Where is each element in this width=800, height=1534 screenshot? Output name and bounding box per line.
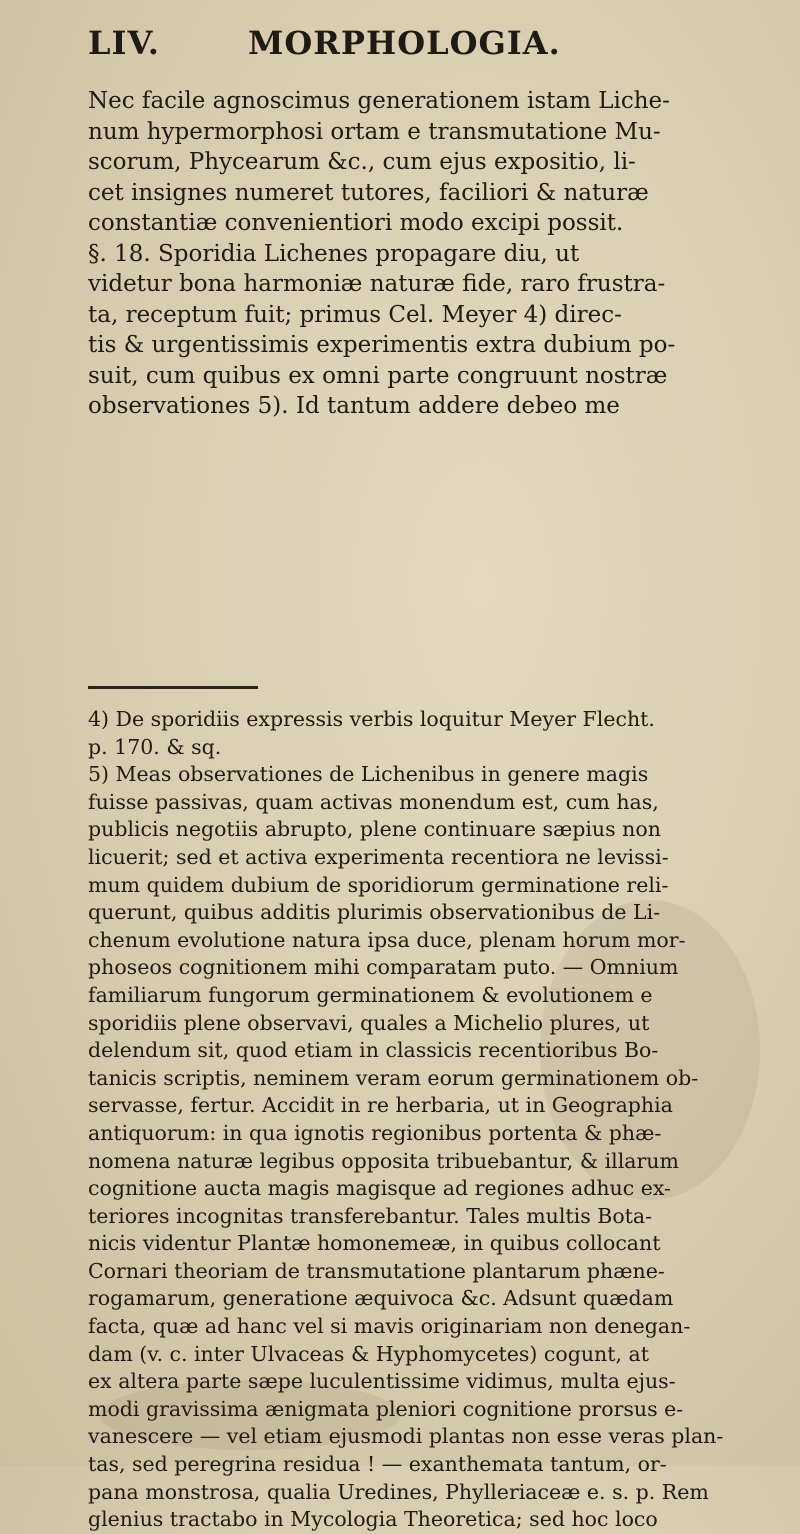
footnote-line: vanescere — vel etiam ejusmodi plantas non esse veras plan- [88,1424,724,1449]
footnote-line: nomena naturæ legibus opposita tribuebantur, & illarum [88,1148,679,1173]
footnote-line: modi gravissima ænigmata pleniori cognitione prorsus e- [88,1396,684,1421]
footnotes [88,706,778,1534]
running-title: MORPHOLOGIA. [248,24,561,62]
page-number: LIV. [88,24,160,62]
text-line: num hypermorphosi ortam e transmutatione Mu- [88,118,661,145]
text-line: tis & urgentissimis experimentis extra dubium po- [88,332,676,358]
footnote-line: p. 170. & sq. [88,734,222,759]
footnote-line: publicis negotiis abrupto, plene continuare sæpius non [88,817,661,842]
footnote-divider [88,686,258,689]
footnote-line: 5) Meas observationes de Lichenibus in genere magis [88,762,649,787]
text-line: videtur bona harmoniæ naturæ fide, raro frustra- [88,271,666,297]
text-line: cet insignes numeret tutores, faciliori & naturæ [88,179,649,206]
footnote-line: pana monstrosa, qualia Uredines, Phylleriaceæ e. s. p. Rem [88,1479,709,1504]
footnote-line: tas, sed peregrina residua ! — exanthemata tantum, or- [88,1452,667,1477]
footnote-line: dam (v. c. inter Ulvaceas & Hyphomycetes) cogunt, at [88,1341,649,1366]
text-line: suit, cum quibus ex omni parte congruunt nostræ [88,362,668,389]
footnote-line: antiquorum: in qua ignotis regionibus portenta & phæ- [88,1120,662,1145]
text-line: constantiæ convenientiori modo excipi possit. [88,210,624,236]
footnote-line: ex altera parte sæpe luculentissime vidimus, multa ejus- [88,1369,676,1394]
footnote-line: fuisse passivas, quam activas monendum est, cum has, [88,789,659,814]
footnote-line: facta, quæ ad hanc vel si mavis originariam non denegan- [88,1314,691,1339]
text-line: scorum, Phycearum &c., cum ejus expositio, li- [88,149,636,175]
footnote-line: chenum evolutione natura ipsa duce, plenam horum mor- [88,927,686,952]
footnote-line: mum quidem dubium de sporidiorum germinatione reli- [88,872,669,897]
footnote-line: rogamarum, generatione æquivoca &c. Adsunt quædam [88,1286,674,1311]
main-text [88,86,778,422]
footnote-line: tanicis scriptis, neminem veram eorum germinationem ob- [88,1065,699,1090]
footnote-line: phoseos cognitionem mihi comparatam puto. — Omnium [88,955,679,980]
footnote-line: licuerit; sed et activa experimenta recentiora ne levissi- [88,844,669,869]
footnote-line: glenius tractabo in Mycologia Theoretica; sed hoc loco [88,1507,658,1532]
footnote-line: nicis videntur Plantæ homonemeæ, in quibus collocant [88,1231,661,1256]
footnote-line: servasse, fertur. Accidit in re herbaria, ut in Geographia [88,1093,673,1118]
footnote-line: teriores incognitas transferebantur. Tales multis Bota- [88,1203,653,1228]
page-header [88,18,748,68]
text-line: §. 18. Sporidia Lichenes propagare diu, ut [88,240,580,267]
text-line: observationes 5). Id tantum addere debeo me [88,393,620,419]
footnote-line: cognitione aucta magis magisque ad regiones adhuc ex- [88,1176,671,1201]
footnote-line: querunt, quibus additis plurimis observationibus de Li- [88,900,661,925]
text-line: ta, receptum fuit; primus Cel. Meyer 4) direc- [88,301,622,328]
footnote-line: Cornari theoriam de transmutatione plantarum phæne- [88,1258,665,1283]
footnote-line: delendum sit, quod etiam in classicis recentioribus Bo- [88,1038,659,1063]
footnote-line: sporidiis plene observavi, quales a Michelio plures, ut [88,1010,650,1035]
text-line: Nec facile agnoscimus generationem istam Liche- [88,88,670,114]
footnote-line: familiarum fungorum germinationem & evolutionem e [88,982,653,1007]
footnote-line: 4) De sporidiis expressis verbis loquitur Meyer Flecht. [88,707,655,731]
